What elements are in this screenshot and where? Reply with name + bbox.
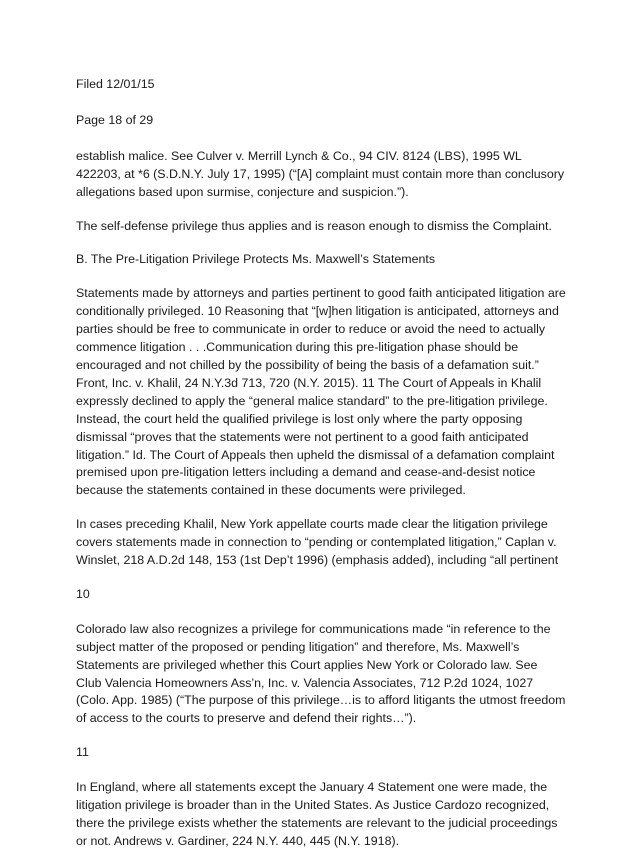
document-page: [76, 76, 566, 867]
body-paragraph-1: establish malice. See Culver v. Merrill Lynch & Co., 94 CIV. 8124 (LBS), 1995 WL 422203, at *6 (S.D.N.Y. July 17, 1995) (“[A] complaint must contain more than conclusory allegations based upon surmise, conjecture and suspicion.”).: [76, 148, 565, 199]
body-paragraph-4: In cases preceding Khalil, New York appellate courts made clear the litigation privilege covers statements made in connection to “pending or contemplated litigation,” Caplan v. Winslet, 218 A.D.2d 148, 153 (1st Dep’t 1996) (emphasis added), including “all pertinent: [76, 517, 559, 568]
section-heading-b: B. The Pre-Litigation Privilege Protects Ms. Maxwell’s Statements: [76, 252, 436, 267]
body-paragraph-2: The self-defense privilege thus applies and is reason enough to dismiss the Complaint.: [76, 218, 552, 233]
footnote-10-number: 10: [76, 586, 90, 601]
footnote-10-text: Colorado law also recognizes a privilege for communications made “in reference to the subject matter of the proposed or pending litigation” and therefore, Ms. Maxwell’s Statements are privileged whether this Court applies New York or Colorado law. See Club Valencia Homeowners Ass’n, Inc. v. Valencia Associates, 712 P.2d 1024, 1027 (Colo. App. 1985) (“The purpose of this privilege…is to afford litigants the utmost freedom of access to the courts to preserve and defend their rights…”).: [76, 621, 566, 726]
footnote-11-text: In England, where all statements except the January 4 Statement one were made, the litigation privilege is broader than in the United States. As Justice Cardozo recognized, there the privilege exists whether the statements are relevant to the judicial proceedings or not. Andrews v. Gardiner, 224 N.Y. 440, 445 (N.Y. 1918).: [76, 780, 558, 848]
filed-date: Filed 12/01/15: [76, 77, 155, 91]
footnote-11-number: 11: [76, 745, 89, 760]
page-number: Page 18 of 29: [76, 112, 154, 127]
body-paragraph-3: Statements made by attorneys and parties pertinent to good faith anticipated litigation are conditionally privileged. 10 Reasoning that “[w]hen litigation is anticipated, attorneys and parties should be free to communicate in order to reduce or avoid the need to actually commence litigation . . .Communication during this pre-litigation phase should be encouraged and not chilled by the possibility of being the basis of a defamation suit.” Front, Inc. v. Khalil, 24 N.Y.3d 713, 720 (N.Y. 2015). 11 The Court of Appeals in Khalil expressly declined to apply the “general malice standard” to the pre-litigation privilege. Instead, the court held the qualified privilege is lost only where the party opposing dismissal “proves that the statements were not pertinent to a good faith anticipated litigation.” Id. The Court of Appeals then upheld the dismissal of a defamation complaint premised upon pre-litigation letters including a demand and cease-and-desist notice because the statements contained in these documents were privileged.: [76, 286, 566, 498]
